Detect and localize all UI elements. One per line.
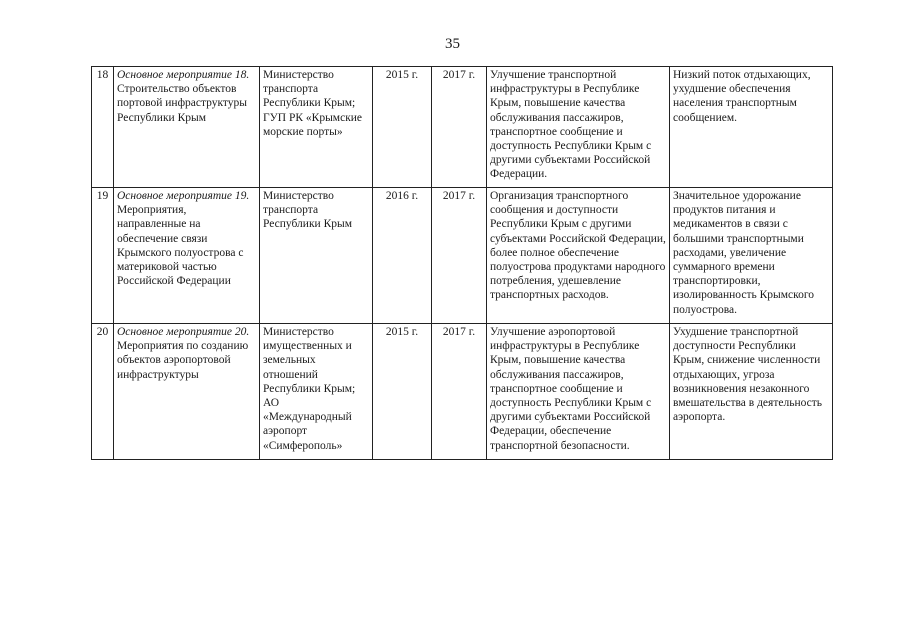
measure-cell bbox=[114, 188, 260, 324]
consequences: Значительное удорожание продуктов питания и медикаментов в связи с большими транспортными расходами, увеличение суммарного времени транспортировки, изолированность Крымского полуострова. bbox=[670, 188, 833, 324]
executor-line: ГУП РК «Крымские морские порты» bbox=[263, 111, 363, 138]
end-year: 2017 г. bbox=[432, 324, 487, 460]
consequences: Ухудшение транспортной доступности Республики Крым, снижение численности отдыхающих, угроза возникновения незаконного вмешательства в деятельность аэропорта. bbox=[670, 324, 833, 460]
consequences: Низкий поток отдыхающих, ухудшение обеспечения населения транспортным сообщением. bbox=[670, 67, 833, 188]
measures-table bbox=[91, 66, 833, 460]
expected-result: Организация транспортного сообщения и доступности Республики Крым с другими субъектами Российской Федерации, более полное обеспечение полуострова продуктами народного потребления, удешевление транспортных расходов. bbox=[487, 188, 670, 324]
executor-line: Министерство транспорта Республики Крым bbox=[263, 190, 352, 231]
expected-result: Улучшение транспортной инфраструктуры в Республике Крым, повышение качества обслуживания пассажиров, транспортное сообщение и доступность Республики Крым с другими субъектами Российской Федерации. bbox=[487, 67, 670, 188]
table-row bbox=[92, 67, 833, 188]
executor-line: Министерство имущественных и земельных отношений Республики Крым; АО «Международный аэропорт «Симферополь» bbox=[263, 326, 356, 452]
row-number: 18 bbox=[92, 67, 114, 188]
executor-cell bbox=[260, 324, 373, 460]
row-number: 20 bbox=[92, 324, 114, 460]
expected-result: Улучшение аэропортовой инфраструктуры в Республике Крым, повышение качества обслуживания пассажиров, транспортное сообщение и доступность Республики Крым с другими субъектами Российской Федерации, обеспечение транспортной безопасности. bbox=[487, 324, 670, 460]
executor-line: Министерство транспорта Республики Крым; bbox=[263, 69, 356, 110]
page-number: 35 bbox=[445, 36, 460, 52]
end-year: 2017 г. bbox=[432, 67, 487, 188]
start-year: 2015 г. bbox=[373, 324, 432, 460]
start-year: 2015 г. bbox=[373, 67, 432, 188]
executor-cell bbox=[260, 188, 373, 324]
row-number: 19 bbox=[92, 188, 114, 324]
measure-name: Мероприятия, направленные на обеспечение связи Крымского полуострова с материковой частью Российской Федерации bbox=[117, 204, 244, 288]
executor-cell bbox=[260, 67, 373, 188]
table-row bbox=[92, 324, 833, 460]
measure-name: Мероприятия по созданию объектов аэропортовой инфраструктуры bbox=[117, 340, 249, 381]
measure-name: Строительство объектов портовой инфраструктуры Республики Крым bbox=[117, 83, 248, 124]
measure-cell bbox=[114, 324, 260, 460]
start-year: 2016 г. bbox=[373, 188, 432, 324]
measure-cell bbox=[114, 67, 260, 188]
measure-tag: Основное мероприятие 18. bbox=[117, 69, 250, 81]
table-row bbox=[92, 188, 833, 324]
measure-tag: Основное мероприятие 20. bbox=[117, 326, 250, 338]
end-year: 2017 г. bbox=[432, 188, 487, 324]
measure-tag: Основное мероприятие 19. bbox=[117, 190, 250, 202]
